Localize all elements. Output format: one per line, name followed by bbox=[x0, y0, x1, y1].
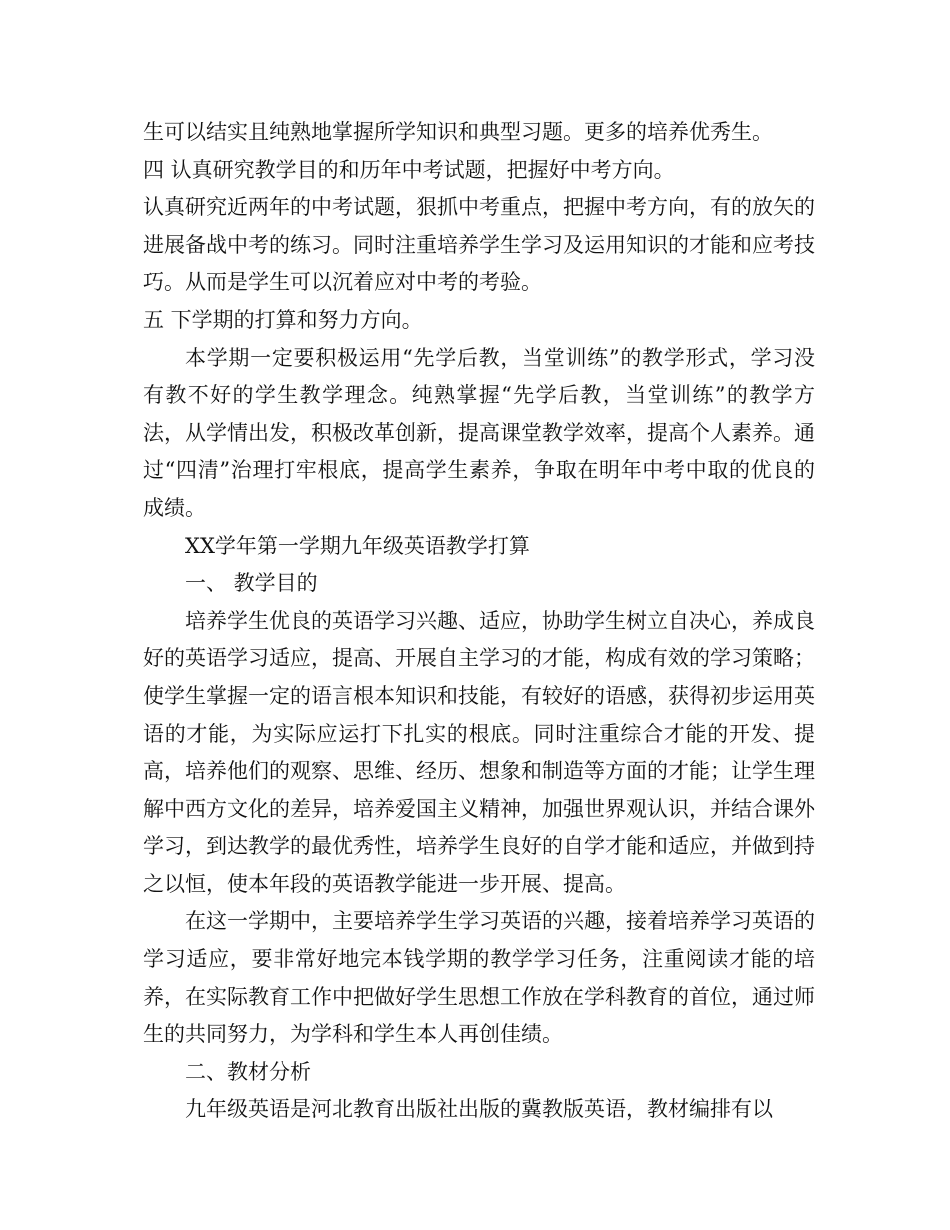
paragraph-term-focus: 在这一学期中，主要培养学生学习英语的兴趣，接着培养学习英语的学习适应，要非常好地完本钱学期的教学学习任务，注重阅读才能的培养，在实际教育工作中把做好学生思想工作放在学科教育的首位，通过师生的共同努力，为学科和学生本人再创佳绩。 bbox=[143, 909, 815, 1047]
paragraph-teaching-goals: 培养学生优良的英语学习兴趣、适应，协助学生树立自决心，养成良好的英语学习适应，提高、开展自主学习的才能，构成有效的学习策略；使学生掌握一定的语言根本知识和技能，有较好的语感，获得初步运用英语的才能，为实际应运打下扎实的根底。同时注重综合才能的开发、提高，培养他们的观察、思维、经历、想象和制造等方面的才能；让学生理解中西方文化的差异，培养爱国主义精神，加强世界观认识，并结合课外学习，到达教学的最优秀性，培养学生良好的自学才能和适应，并做到持之以恒，使本年段的英语教学能进一步开展、提高。 bbox=[143, 608, 815, 896]
section-heading-four: 四 认真研究教学目的和历年中考试题，把握好中考方向。 bbox=[143, 157, 675, 182]
document-subtitle: XX学年第一学期九年级英语教学打算 bbox=[185, 533, 530, 558]
section-heading-five: 五 下学期的打算和努力方向。 bbox=[143, 307, 423, 332]
paragraph-exam-research: 认真研究近两年的中考试题，狠抓中考重点，把握中考方向，有的放矢的进展备战中考的练习。同时注重培养学生学习及运用知识的才能和应考技巧。从而是学生可以沉着应对中考的考验。 bbox=[143, 195, 815, 295]
document-body bbox=[143, 114, 815, 1129]
paragraph-textbook-intro: 九年级英语是河北教育出版社出版的冀教版英语，教材编排有以 bbox=[185, 1097, 773, 1122]
section-heading-teaching-goals: 一、 教学目的 bbox=[185, 571, 318, 596]
paragraph-next-term-plan: 本学期一定要积极运用“先学后教，当堂训练”的教学形式，学习没有教不好的学生教学理念。纯熟掌握“先学后教，当堂训练”的教学方法，从学情出发，积极改革创新，提高课堂教学效率，提高个人素养。通过“四清”治理打牢根底，提高学生素养，争取在明年中考中取的优良的成绩。 bbox=[143, 345, 815, 520]
paragraph-continuation: 生可以结实且纯熟地掌握所学知识和典型习题。更多的培养优秀生。 bbox=[143, 120, 773, 144]
section-heading-textbook-analysis: 二、教材分析 bbox=[185, 1059, 311, 1084]
